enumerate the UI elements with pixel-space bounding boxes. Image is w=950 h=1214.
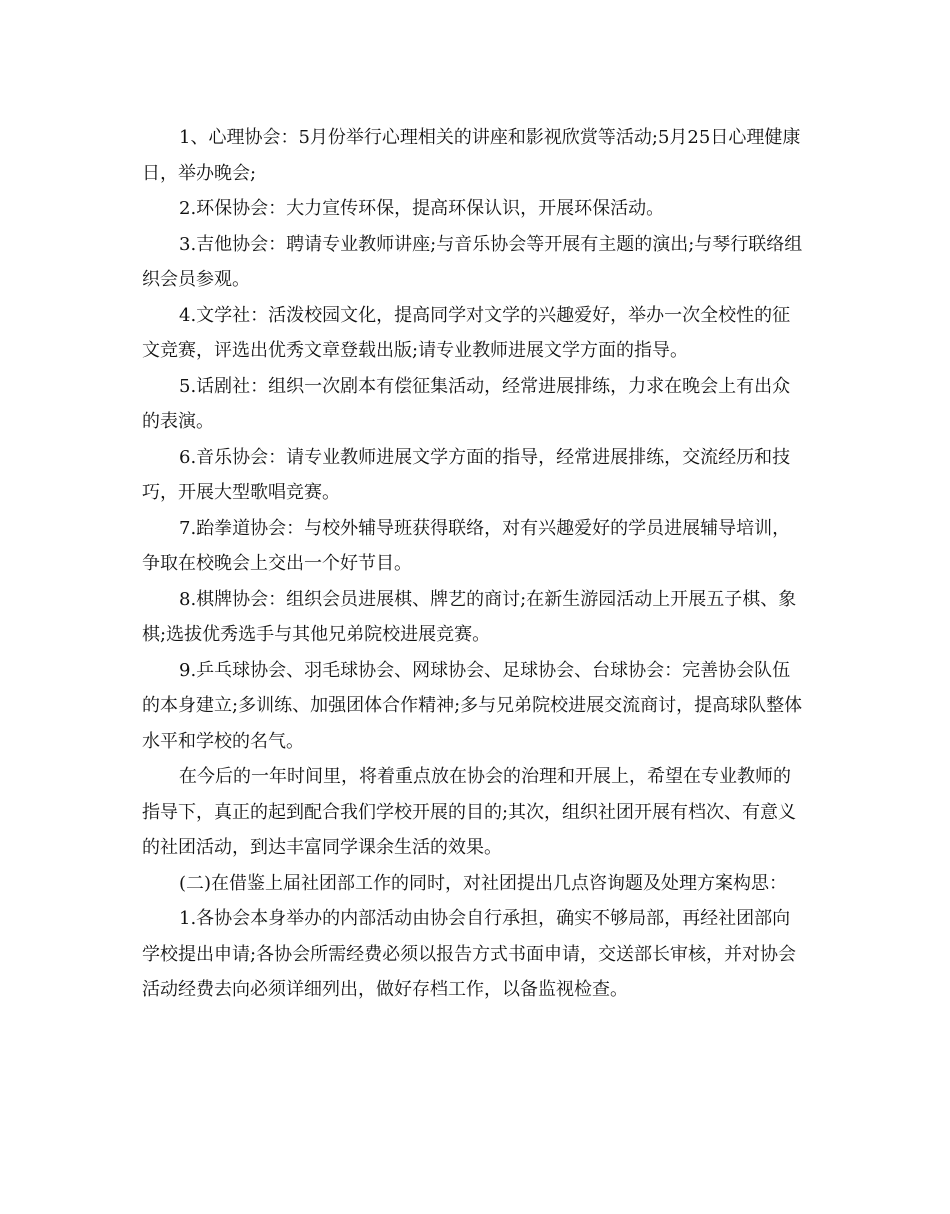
paragraph-drama-club: 5.话剧社：组织一次剧本有偿征集活动，经常进展排练，力求在晚会上有出众的表演。	[142, 375, 791, 432]
paragraph-literature-club: 4.文学社：活泼校园文化，提高同学对文学的兴趣爱好，举办一次全校性的征文竞赛，评选出优秀文章登载出版;请专业教师进展文学方面的指导。	[142, 304, 791, 361]
paragraph-psychology-association: 1、心理协会：5月份举行心理相关的讲座和影视欣赏等活动;5月25日心理健康日，举办晚会;	[142, 127, 801, 184]
paragraph-environment-association: 2.环保协会：大力宣传环保，提高环保认识，开展环保活动。	[179, 198, 665, 219]
paragraph-year-outlook: 在今后的一年时间里，将着重点放在协会的治理和开展上，希望在专业教师的指导下，真正的起到配合我们学校开展的目的;其次，组织社团开展有档次、有意义的社团活动，到达丰富同学课余生活的效果。	[142, 766, 797, 858]
paragraph-ball-sports-associations: 9.乒乓球协会、羽毛球协会、网球协会、足球协会、台球协会：完善协会队伍的本身建立;多训练、加强团体合作精神;多与兄弟院校进展交流商讨，提高球队整体水平和学校的名气。	[142, 659, 803, 752]
paragraph-taekwondo-association: 7.跆拳道协会：与校外辅导班获得联络，对有兴趣爱好的学员进展辅导培训，争取在校晚会上交出一个好节目。	[142, 517, 791, 574]
paragraph-music-association: 6.音乐协会：请专业教师进展文学方面的指导，经常进展排练，交流经历和技巧，开展大型歌唱竞赛。	[142, 446, 791, 503]
paragraph-chess-card-association: 8.棋牌协会：组织会员进展棋、牌艺的商讨;在新生游园活动上开展五子棋、象棋;选拔优秀选手与其他兄弟院校进展竞赛。	[142, 588, 797, 645]
paragraph-funding-rules: 1.各协会本身举办的内部活动由协会自行承担，确实不够局部，再经社团部向学校提出申请;各协会所需经费必须以报告方式书面申请，交送部长审核，并对协会活动经费去向必须详细列出，做好存档工作，以备监视检查。	[142, 908, 797, 1000]
document-body	[142, 120, 808, 1008]
paragraph-guitar-association: 3.吉他协会：聘请专业教师讲座;与音乐协会等开展有主题的演出;与琴行联络组织会员参观。	[142, 233, 803, 290]
paragraph-section-two-heading: (二)在借鉴上届社团部工作的同时，对社团提出几点咨询题及处理方案构思：	[179, 872, 788, 894]
